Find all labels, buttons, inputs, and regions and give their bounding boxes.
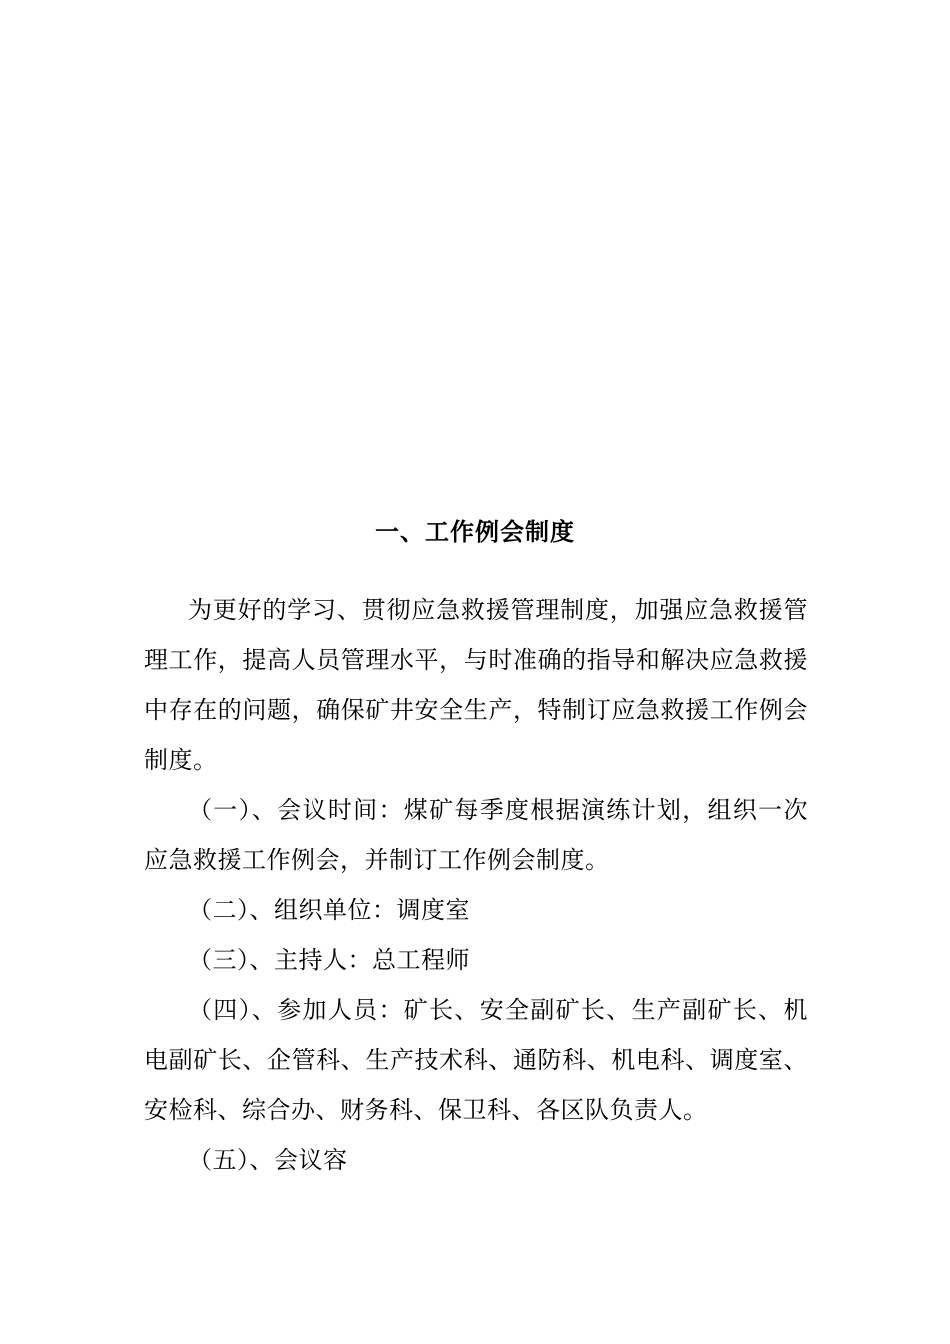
document-body: [144, 585, 808, 1185]
meeting-content-paragraph: （五）、会议容: [188, 1146, 348, 1174]
meeting-time-paragraph: （一）、会议时间：煤矿每季度根据演练计划，组织一次应急救援工作例会，并制订工作例会制度。: [144, 796, 808, 874]
organizer-paragraph: （二）、组织单位：调度室: [188, 896, 470, 924]
section-title: 一、工作例会制度: [375, 518, 575, 546]
intro-paragraph: 为更好的学习、贯彻应急救援管理制度，加强应急救援管理工作，提高人员管理水平，与时准确的指导和解决应急救援中存在的问题，确保矿井安全生产，特制订应急救援工作例会制度。: [144, 596, 808, 774]
host-paragraph: （三）、主持人：总工程师: [188, 946, 470, 974]
attendees-paragraph: （四）、参加人员：矿长、安全副矿长、生产副矿长、机电副矿长、企管科、生产技术科、通防科、机电科、调度室、安检科、综合办、财务科、保卫科、各区队负责人。: [144, 996, 808, 1124]
